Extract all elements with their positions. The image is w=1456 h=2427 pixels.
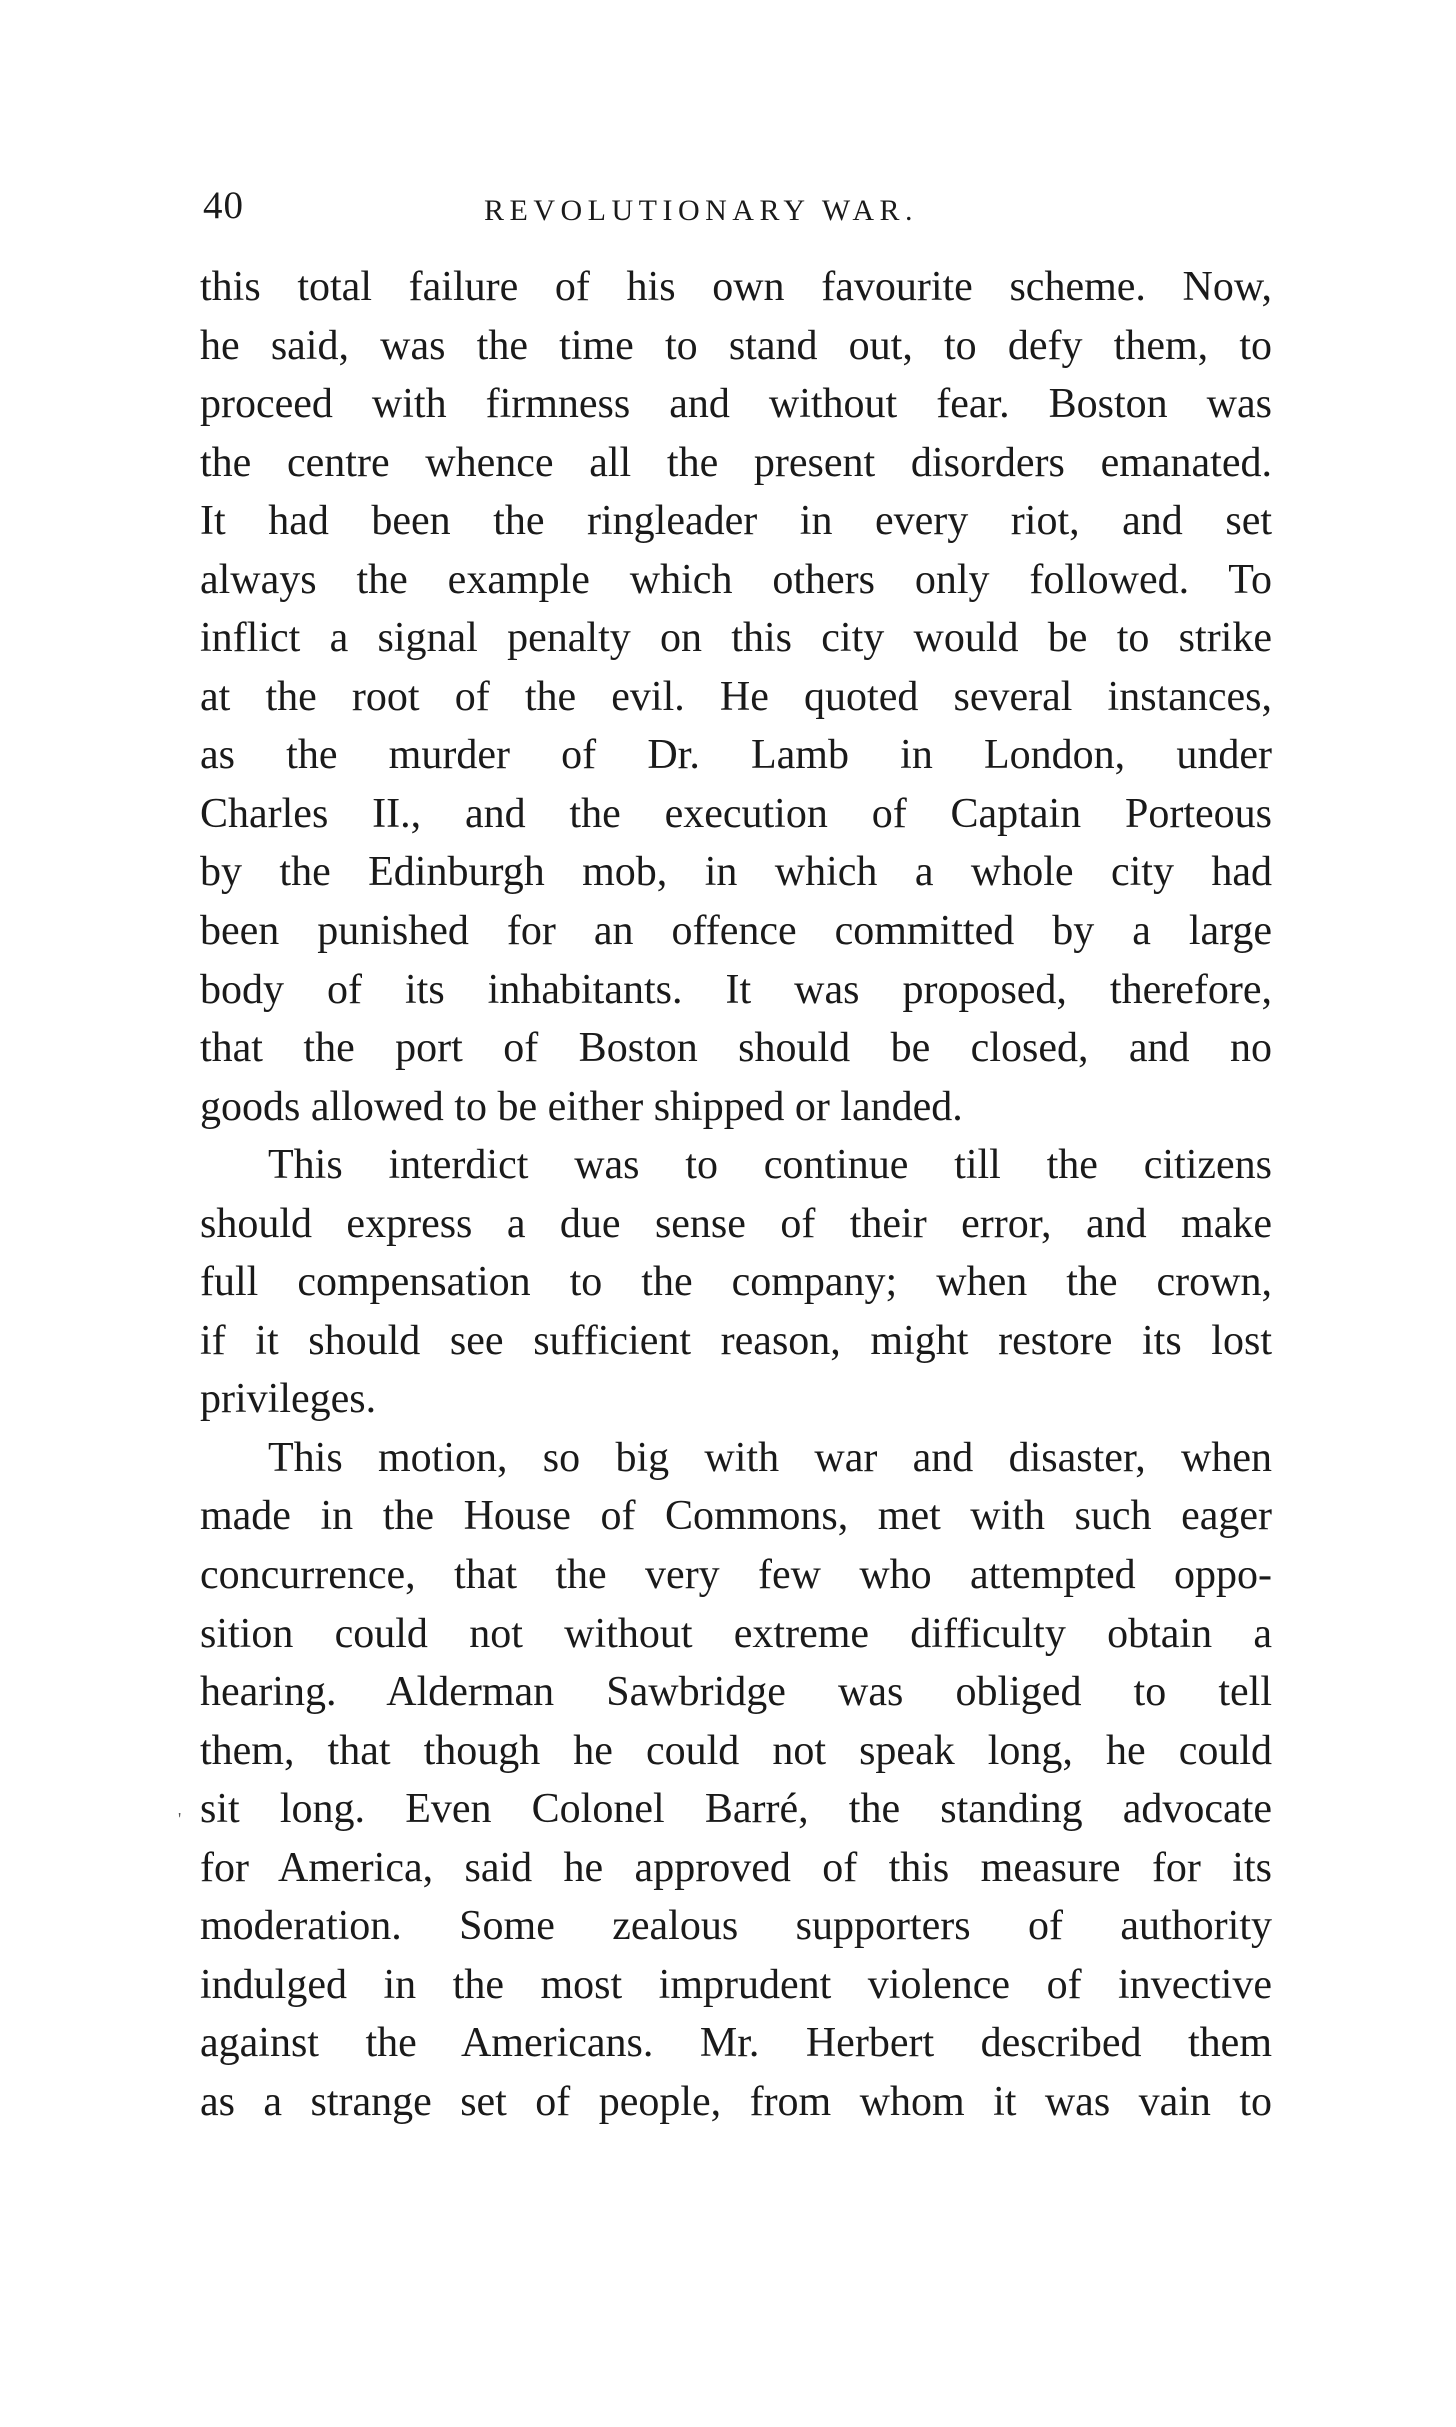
running-head: REVOLUTIONARY WAR. [484,194,918,227]
text-line: hearing. Alderman Sawbridge was obliged to tell [200,1669,1272,1716]
text-line: against the Americans. Mr. Herbert described them [200,2020,1272,2067]
text-line: by the Edinburgh mob, in which a whole city had [200,849,1272,896]
margin-mark: ' [178,1809,182,1829]
text-line: This interdict was to continue till the citizens [268,1142,1272,1189]
text-line: sit long. Even Colonel Barré, the standing advocate [200,1786,1272,1833]
text-line: sition could not without extreme difficulty obtain a [200,1610,1272,1657]
text-line: body of its inhabitants. It was proposed, therefore, [200,966,1272,1013]
text-line: indulged in the most imprudent violence of invective [200,1961,1272,2008]
text-line: this total failure of his own favourite scheme. Now, [200,264,1272,310]
text-line: moderation. Some zealous supporters of authority [200,1903,1272,1950]
text-line: been punished for an offence committed by a large [200,908,1272,955]
text-line: for America, said he approved of this measure for its [200,1844,1272,1891]
text-line: privileges. [200,1376,377,1423]
text-line: inflict a signal penalty on this city would be to strike [200,615,1272,662]
text-line: should express a due sense of their error, and make [200,1200,1272,1247]
text-line: he said, was the time to stand out, to defy them, to [200,322,1272,369]
text-line: concurrence, that the very few who attempted oppo- [200,1552,1272,1599]
page-number: 40 [203,184,244,227]
text-line: Charles II., and the execution of Captain Porteous [200,790,1272,837]
text-line: them, that though he could not speak long, he could [200,1727,1272,1774]
text-line: as the murder of Dr. Lamb in London, under [200,732,1272,779]
text-line: always the example which others only followed. To [200,556,1272,603]
text-line: It had been the ringleader in every riot, and set [200,498,1272,545]
body-text [200,258,1272,2132]
text-line: proceed with firmness and without fear. Boston was [200,381,1272,428]
text-line: at the root of the evil. He quoted several instances, [200,673,1272,720]
text-line: that the port of Boston should be closed, and no [200,1025,1272,1072]
text-line: full compensation to the company; when the crown, [200,1259,1272,1306]
text-line: if it should see sufficient reason, might restore its lost [200,1317,1272,1364]
text-line: made in the House of Commons, met with such eager [200,1493,1272,1540]
text-line: the centre whence all the present disorders emanated. [200,439,1272,486]
text-line: goods allowed to be either shipped or landed. [200,1083,963,1130]
text-line: This motion, so big with war and disaster, when [268,1434,1272,1481]
text-line: as a strange set of people, from whom it was vain to [200,2078,1272,2125]
